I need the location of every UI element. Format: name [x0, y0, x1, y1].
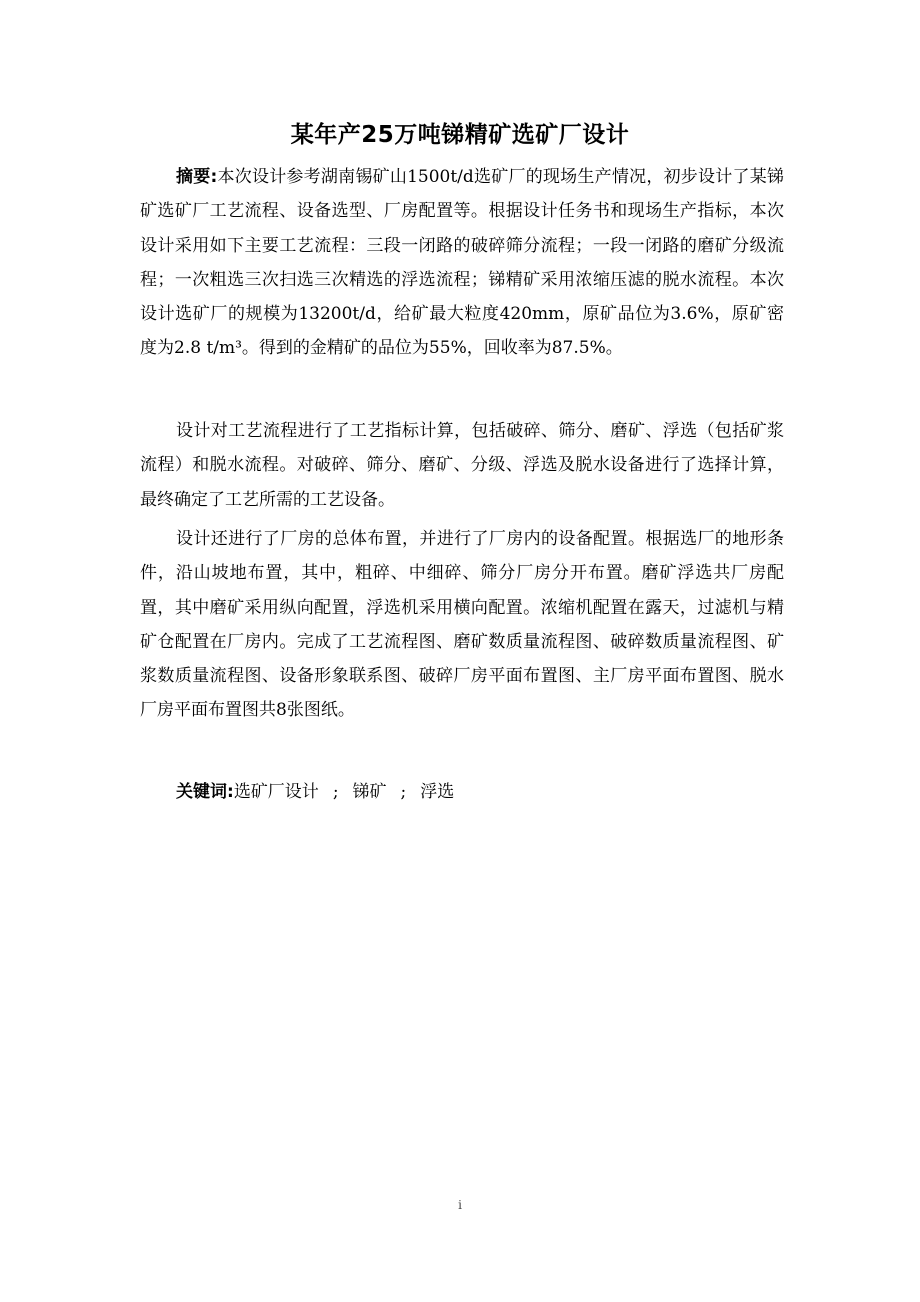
keywords-line	[176, 775, 454, 809]
abstract-paragraph-2: 设计对工艺流程进行了工艺指标计算，包括破碎、筛分、磨矿、浮选（包括矿浆流程）和脱水流程。对破碎、筛分、磨矿、分级、浮选及脱水设备进行了选择计算，最终确定了工艺所需的工艺设备。	[140, 421, 784, 510]
abstract-label: 摘要:	[176, 167, 218, 187]
abstract-paragraph-3: 设计还进行了厂房的总体布置，并进行了厂房内的设备配置。根据选厂的地形条件，沿山坡地布置，其中，粗碎、中细碎、筛分厂房分开布置。磨矿浮选共厂房配置，其中磨矿采用纵向配置，浮选机采用横向配置。浓缩机配置在露天，过滤机与精矿仓配置在厂房内。完成了工艺流程图、磨矿数质量流程图、破碎数质量流程图、矿浆数质量流程图、设备形象联系图、破碎厂房平面布置图、主厂房平面布置图、脱水厂房平面布置图共8张图纸。	[140, 529, 784, 721]
keyword-separator: ;	[332, 782, 339, 802]
keyword-item: 锑矿	[352, 782, 387, 802]
keyword-separator: ;	[400, 782, 407, 802]
keyword-item: 浮选	[420, 782, 455, 802]
keyword-item: 选矿厂设计	[233, 782, 319, 802]
abstract-paragraph-1	[140, 160, 784, 366]
keywords-label: 关键词:	[176, 782, 234, 802]
page-number: i	[458, 1198, 462, 1212]
page-title: 某年产25万吨锑精矿选矿厂设计	[290, 122, 630, 148]
abstract-paragraph-1-text: 本次设计参考湖南锡矿山1500t/d选矿厂的现场生产情况，初步设计了某锑矿选矿厂工艺流程、设备选型、厂房配置等。根据设计任务书和现场生产指标，本次设计采用如下主要工艺流程：三段一闭路的破碎筛分流程；一段一闭路的磨矿分级流程；一次粗选三次扫选三次精选的浮选流程；锑精矿采用浓缩压滤的脱水流程。本次设计选矿厂的规模为13200t/d，给矿最大粒度420mm，原矿品位为3.6%，原矿密度为2.8 t/m³。得到的金精矿的品位为55%，回收率为87.5%。	[140, 167, 784, 359]
